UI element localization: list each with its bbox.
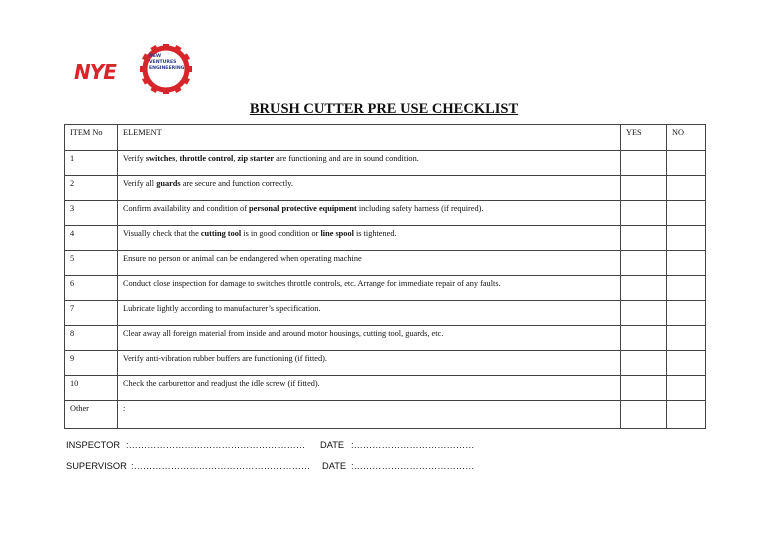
element-cell (118, 151, 621, 176)
inspector-date-label: DATE (320, 440, 345, 450)
checklist-table (64, 124, 706, 429)
element-text: Verify all (123, 179, 157, 188)
item-number: 8 (65, 326, 118, 351)
item-number: 6 (65, 276, 118, 301)
item-number: 10 (65, 376, 118, 401)
yes-cell[interactable] (621, 351, 667, 376)
element-text: is in good condition or (241, 229, 321, 238)
element-cell (118, 276, 621, 301)
yes-cell[interactable] (621, 401, 667, 429)
element-text: Visually check that the (123, 229, 201, 238)
element-text: Lubricate lightly according to manufacturer’s specification. (123, 304, 321, 313)
table-row (65, 201, 706, 226)
table-row (65, 301, 706, 326)
table-row (65, 351, 706, 376)
no-cell[interactable] (667, 276, 706, 301)
element-text: are secure and function correctly. (180, 179, 293, 188)
element-cell (118, 301, 621, 326)
element-text: Verify (123, 154, 146, 163)
element-cell[interactable]: : (118, 401, 621, 429)
item-number: 7 (65, 301, 118, 326)
element-keyword: personal protective equipment (249, 204, 357, 213)
element-cell (118, 376, 621, 401)
no-cell[interactable] (667, 176, 706, 201)
element-cell (118, 201, 621, 226)
header-element: ELEMENT (118, 125, 621, 151)
element-text: , (175, 154, 180, 163)
table-header-row (65, 125, 706, 151)
no-cell[interactable] (667, 251, 706, 276)
table-row (65, 226, 706, 251)
header-no: NO (667, 125, 706, 151)
supervisor-date-label: DATE (322, 461, 347, 471)
no-cell[interactable] (667, 351, 706, 376)
yes-cell[interactable] (621, 301, 667, 326)
no-cell[interactable] (667, 401, 706, 429)
item-number: 3 (65, 201, 118, 226)
element-keyword: throttle control (179, 154, 234, 163)
yes-cell[interactable] (621, 226, 667, 251)
element-text: is tightened. (353, 229, 397, 238)
document-title: BRUSH CUTTER PRE USE CHECKLIST (249, 101, 519, 117)
no-cell[interactable] (667, 376, 706, 401)
element-text: Check the carburettor and readjust the idle screw (if fitted). (123, 379, 320, 388)
item-number: 9 (65, 351, 118, 376)
yes-cell[interactable] (621, 376, 667, 401)
company-logo (74, 44, 214, 94)
supervisor-date-field[interactable]: :………………………………… (351, 461, 475, 471)
table-row (65, 326, 706, 351)
table-row (65, 176, 706, 201)
element-text: Confirm availability and condition of (123, 204, 250, 213)
item-number: 1 (65, 151, 118, 176)
element-keyword: switches (145, 154, 176, 163)
element-keyword: line spool (320, 229, 354, 238)
supervisor-label: SUPERVISOR (66, 461, 127, 471)
element-keyword: guards (156, 179, 181, 188)
element-text: are functioning and are in sound condition. (274, 154, 419, 163)
element-cell (118, 176, 621, 201)
yes-cell[interactable] (621, 176, 667, 201)
logo-wordmark: NYE (74, 60, 116, 84)
element-cell (118, 326, 621, 351)
element-cell (118, 351, 621, 376)
element-text: including safety harness (if required). (356, 204, 484, 213)
inspector-label: INSPECTOR (66, 440, 121, 450)
no-cell[interactable] (667, 326, 706, 351)
table-row-other (65, 401, 706, 429)
header-yes: YES (621, 125, 667, 151)
table-row (65, 276, 706, 301)
no-cell[interactable] (667, 226, 706, 251)
element-text: Ensure no person or animal can be endangered when operating machine (123, 254, 362, 263)
item-number: 5 (65, 251, 118, 276)
logo-subtitle: NEW VENTURES ENGINEERING (149, 54, 185, 71)
element-cell (118, 251, 621, 276)
header-item-no: ITEM No (65, 125, 118, 151)
inspector-date-field[interactable]: :………………………………… (351, 440, 475, 450)
element-text: Verify anti-vibration rubber buffers are functioning (if fitted). (123, 354, 327, 363)
yes-cell[interactable] (621, 326, 667, 351)
element-cell (118, 226, 621, 251)
item-number: Other (65, 401, 118, 429)
element-keyword: zip starter (237, 154, 275, 163)
yes-cell[interactable] (621, 276, 667, 301)
element-text: , (233, 154, 238, 163)
yes-cell[interactable] (621, 201, 667, 226)
table-row (65, 151, 706, 176)
table-row (65, 376, 706, 401)
item-number: 4 (65, 226, 118, 251)
item-number: 2 (65, 176, 118, 201)
element-text: Clear away all foreign material from inside and around motor housings, cutting tool, guards, etc. (123, 329, 444, 338)
element-keyword: cutting tool (200, 229, 242, 238)
table-row (65, 251, 706, 276)
yes-cell[interactable] (621, 151, 667, 176)
supervisor-signature-field[interactable]: :………………………………………………… (131, 461, 311, 471)
yes-cell[interactable] (621, 251, 667, 276)
no-cell[interactable] (667, 201, 706, 226)
inspector-signature-field[interactable]: :………………………………………………… (126, 440, 306, 450)
no-cell[interactable] (667, 301, 706, 326)
no-cell[interactable] (667, 151, 706, 176)
element-text: Conduct close inspection for damage to switches throttle controls, etc. Arrange for immediate repair of any faults. (123, 279, 501, 288)
